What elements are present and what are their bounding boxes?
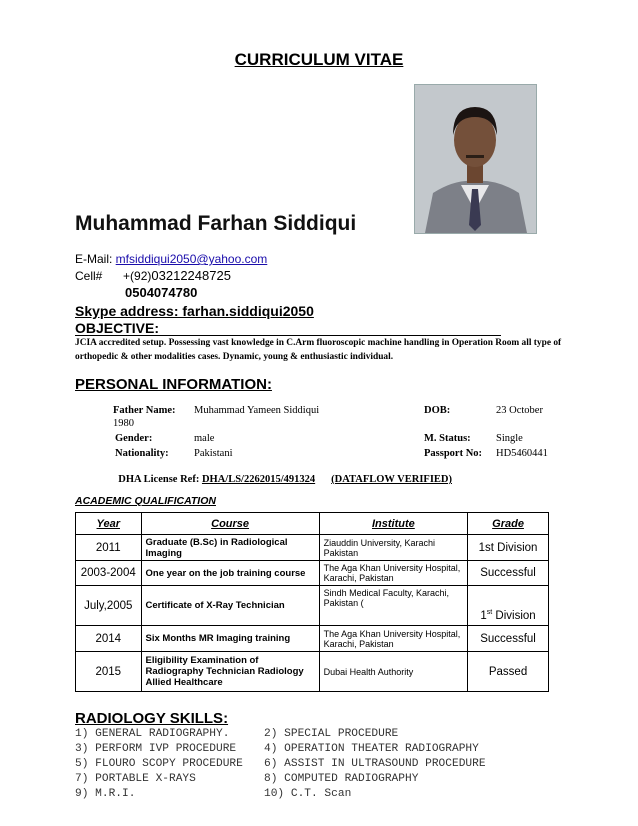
skill-item: 1) GENERAL RADIOGRAPHY. (75, 728, 230, 740)
row-grade (468, 586, 549, 626)
profile-photo (414, 84, 537, 234)
father-value: Muhammad Yameen Siddiqui (194, 405, 320, 416)
skill-item: 10) C.T. Scan (264, 788, 352, 800)
col-grade: Grade (468, 513, 549, 535)
academic-heading: ACADEMIC QUALIFICATION (75, 495, 216, 507)
dob-value: 23 October (496, 405, 543, 416)
skill-item: 2) SPECIAL PROCEDURE (264, 728, 399, 740)
grade-suffix: st (486, 609, 493, 617)
table-header-row (76, 513, 549, 535)
skill-item: 5) FLOURO SCOPY PROCEDURE (75, 758, 243, 770)
row-institute: Dubai Health Authority (319, 652, 467, 692)
row-institute: The Aga Khan University Hospital, Karachi, Pakistan (319, 561, 467, 586)
row-institute: Sindh Medical Faculty, Karachi, Pakistan ( (319, 586, 467, 626)
passport-value: HD5460441 (496, 448, 548, 459)
dob-year: 1980 (113, 418, 134, 429)
objective-heading: OBJECTIVE: (75, 320, 160, 336)
row-grade: Successful (468, 626, 549, 652)
table-row (76, 561, 549, 586)
table-row (76, 535, 549, 561)
col-institute: Institute (319, 513, 467, 535)
col-course: Course (141, 513, 319, 535)
skype-address: Skype address: farhan.siddiqui2050 (75, 303, 314, 319)
skill-item: 9) M.R.I. (75, 788, 136, 800)
col-year: Year (76, 513, 142, 535)
document-title: CURRICULUM VITAE (234, 50, 404, 69)
row-year: 2003-2004 (76, 561, 142, 586)
row-course: One year on the job training course (141, 561, 319, 586)
row-course: Eligibility Examination of Radiography Technician Radiology Allied Healthcare (141, 652, 319, 692)
row-grade: Successful (468, 561, 549, 586)
table-row (76, 586, 549, 626)
row-institute: The Aga Khan University Hospital, Karachi, Pakistan (319, 626, 467, 652)
nationality-value: Pakistani (194, 448, 233, 459)
dha-label: DHA License Ref: (118, 474, 202, 485)
table-row (76, 626, 549, 652)
table-row (76, 652, 549, 692)
skill-item: 6) ASSIST IN ULTRASOUND PROCEDURE (264, 758, 486, 770)
dha-status: (DATAFLOW VERIFIED) (331, 474, 452, 485)
skill-item: 4) OPERATION THEATER RADIOGRAPHY (264, 743, 479, 755)
cell-label: Cell# (75, 269, 103, 283)
academic-table (75, 512, 549, 692)
nationality-label: Nationality: (115, 448, 169, 459)
row-institute: Ziauddin University, Karachi Pakistan (319, 535, 467, 561)
marital-value: Single (496, 433, 523, 444)
row-grade: 1st Division (468, 535, 549, 561)
skill-item: 8) COMPUTED RADIOGRAPHY (264, 773, 419, 785)
cell-line (75, 268, 231, 283)
row-course: Six Months MR Imaging training (141, 626, 319, 652)
row-course: Certificate of X-Ray Technician (141, 586, 319, 626)
personal-info-heading: PERSONAL INFORMATION: (75, 376, 272, 393)
skill-item: 7) PORTABLE X-RAYS (75, 773, 196, 785)
grade-number: 1 (480, 610, 487, 622)
row-year: July,2005 (76, 586, 142, 626)
dha-value: DHA/LS/2262015/491324 (201, 474, 316, 485)
row-course: Graduate (B.Sc) in Radiological Imaging (141, 535, 319, 561)
email-line (75, 252, 267, 266)
row-grade: Passed (468, 652, 549, 692)
cell-number: 03212248725 (151, 268, 231, 283)
father-label: Father Name: (113, 405, 176, 416)
row-year: 2011 (76, 535, 142, 561)
dha-license (113, 463, 452, 485)
skill-item: 3) PERFORM IVP PROCEDURE (75, 743, 237, 755)
passport-label: Passport No: (424, 448, 483, 459)
candidate-name: Muhammad Farhan Siddiqui (75, 212, 357, 235)
gender-value: male (194, 433, 215, 444)
row-year: 2014 (76, 626, 142, 652)
skills-heading: RADIOLOGY SKILLS: (75, 710, 229, 727)
objective-text: JCIA accredited setup. Possessing vast knowledge in C.Arm fluoroscopic machine handling in Operation Room all type of orthopedic & other modalities cases. Dynamic, young & enthusiastic individual. (75, 338, 562, 362)
email-link[interactable]: mfsiddiqui2050@yahoo.com (115, 252, 268, 266)
cell-prefix: +(92) (123, 269, 152, 283)
marital-label: M. Status: (424, 433, 471, 444)
dob-label: DOB: (424, 405, 451, 416)
gender-label: Gender: (115, 433, 153, 444)
grade-rest: Division (492, 610, 536, 622)
cell-number-2: 0504074780 (125, 285, 198, 300)
email-label: E-Mail: (75, 252, 116, 266)
row-year: 2015 (76, 652, 142, 692)
